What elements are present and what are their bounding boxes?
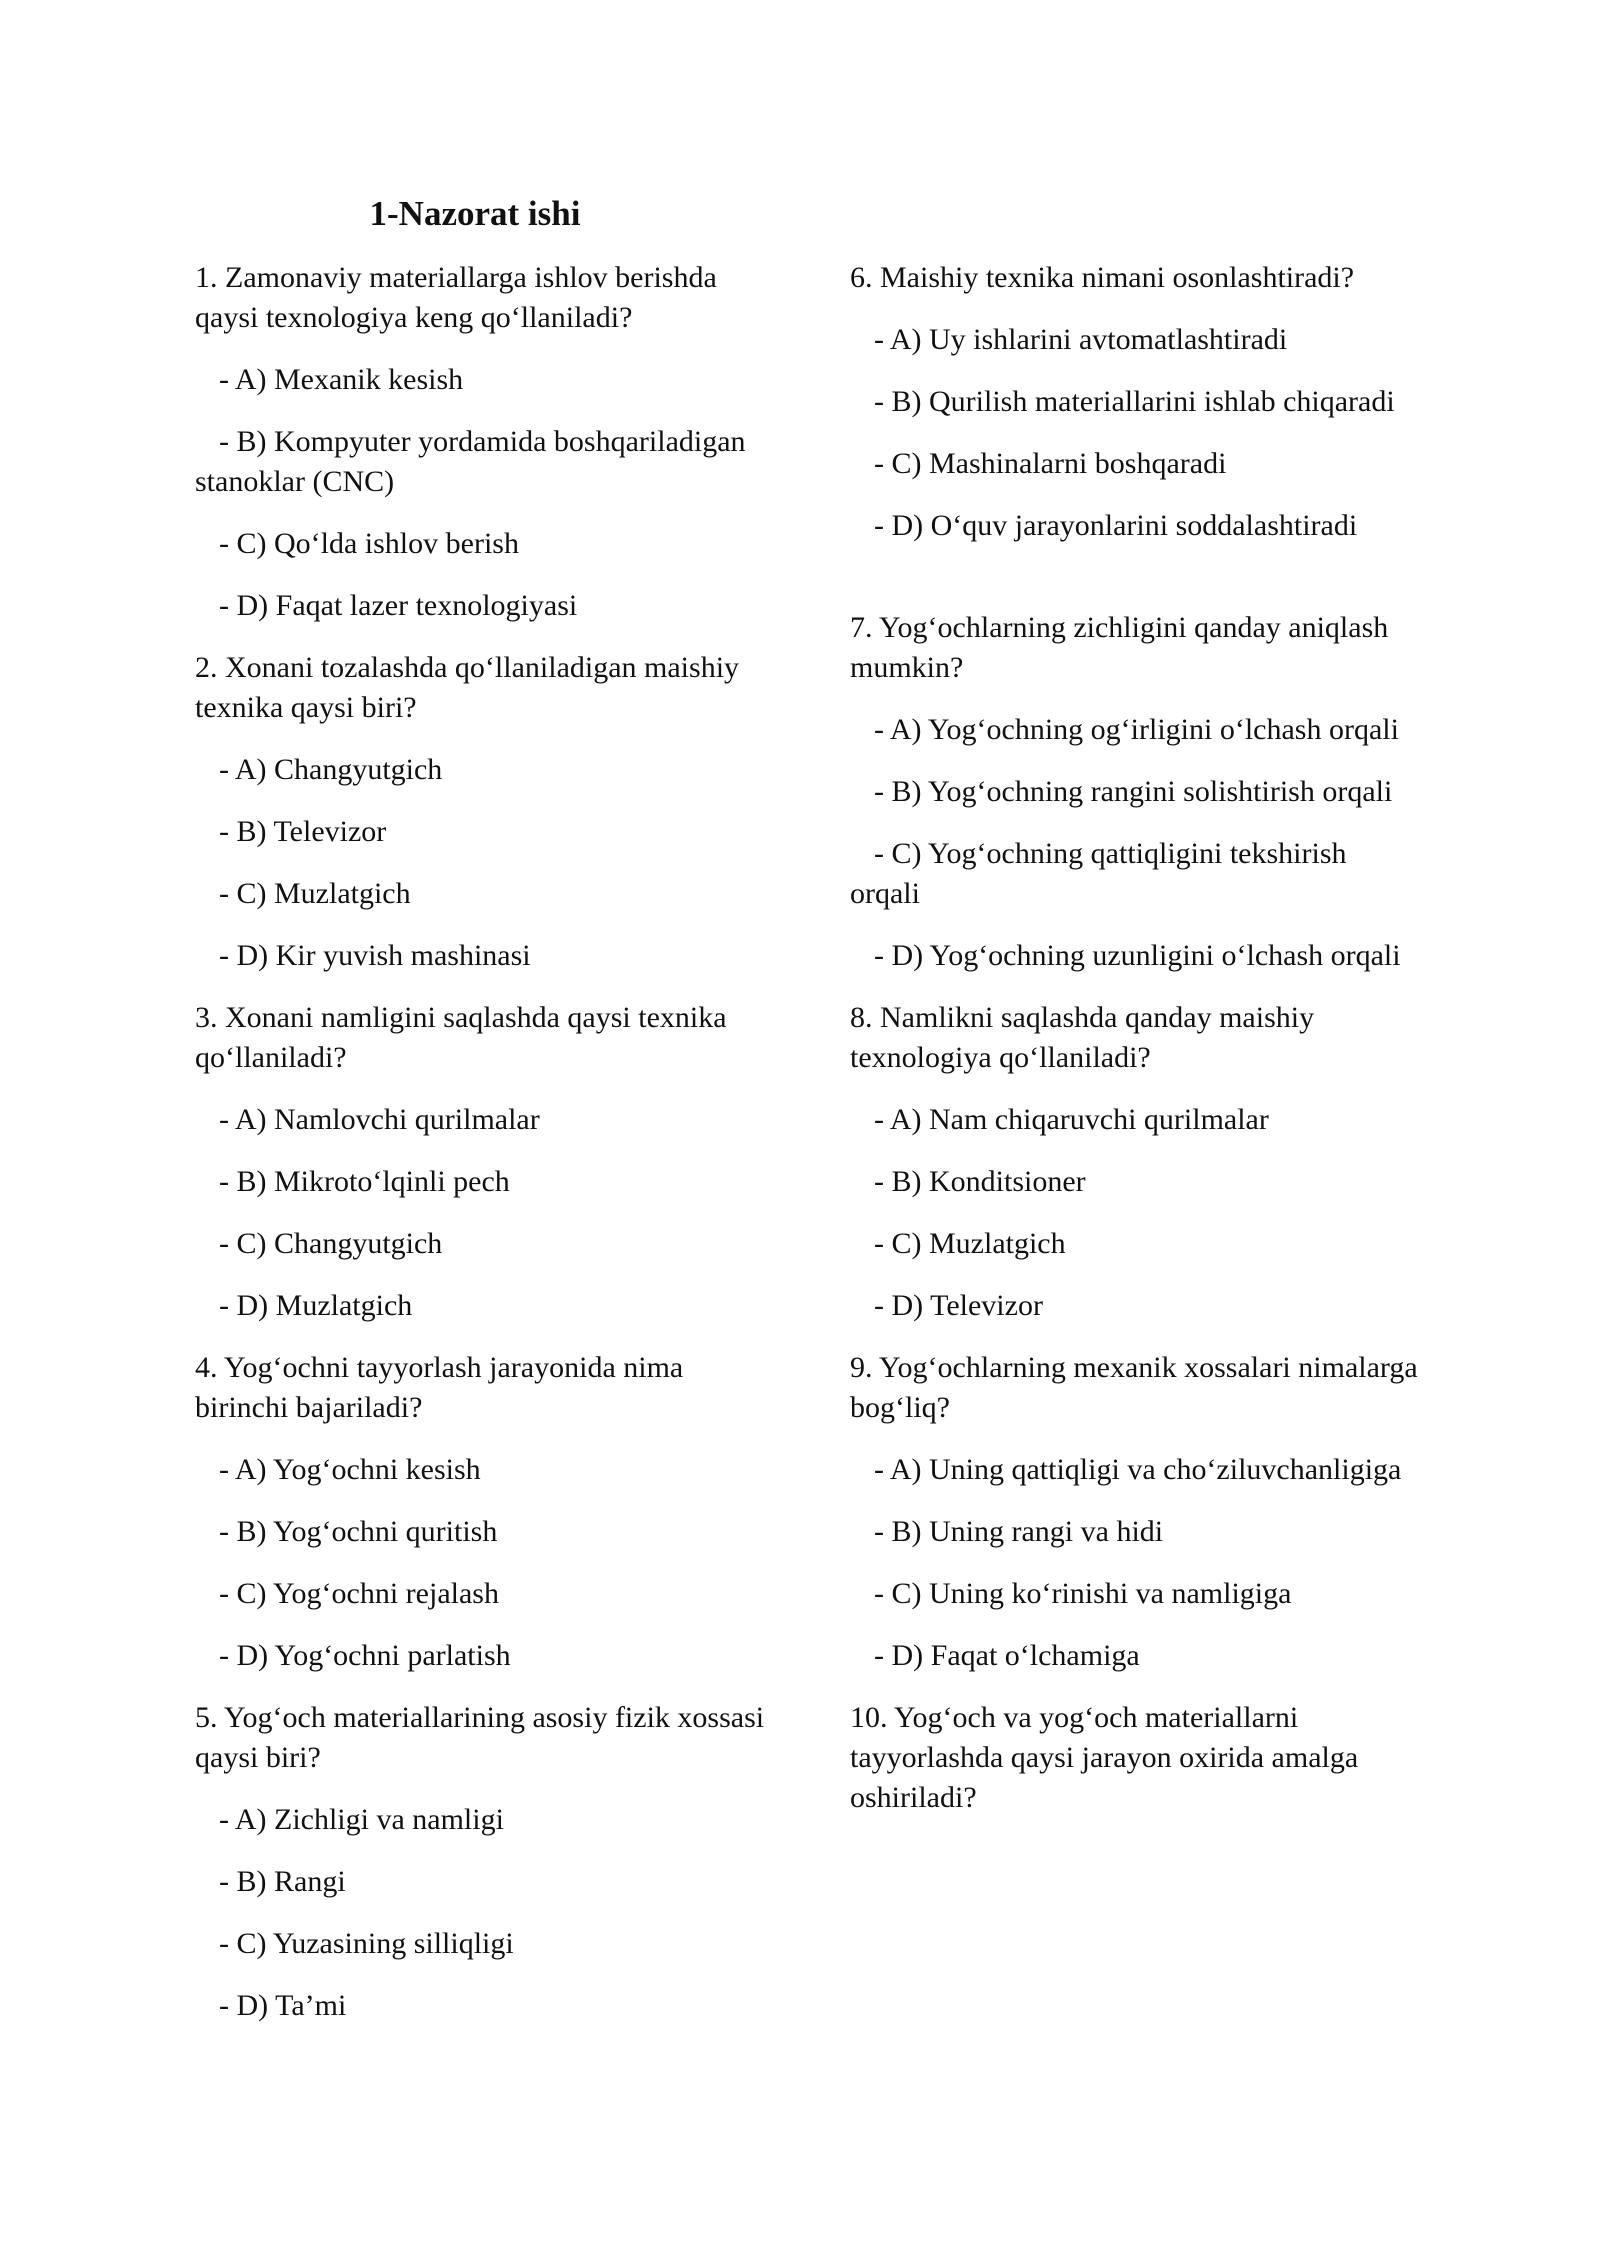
left-column: [195, 258, 765, 2048]
question-text: 1. Zamonaviy materiallarga ishlov berishda qaysi texnologiya keng qo‘llaniladi?: [195, 261, 717, 334]
option-c: - C) Yuzasining silliqligi: [219, 1927, 514, 1960]
option-a: - A) Mexanik kesish: [219, 363, 464, 396]
option-d: - D) Faqat o‘lchamiga: [874, 1639, 1140, 1672]
option-a: - A) Uning qattiqligi va cho‘ziluvchanligiga: [874, 1453, 1402, 1486]
option-a: - A) Yog‘ochni kesish: [219, 1453, 481, 1486]
option-a: - A) Namlovchi qurilmalar: [219, 1103, 540, 1136]
option-b: - B) Mikroto‘lqinli pech: [219, 1165, 510, 1198]
option-b: - B) Televizor: [219, 815, 387, 848]
option-a: - A) Yog‘ochning og‘irligini o‘lchash orqali: [874, 713, 1399, 746]
option-a: - A) Nam chiqaruvchi qurilmalar: [874, 1103, 1269, 1136]
question-text: 8. Namlikni saqlashda qanday maishiy texnologiya qo‘llaniladi?: [850, 1001, 1315, 1074]
option-d: - D) Faqat lazer texnologiyasi: [219, 589, 578, 622]
option-c: - C) Muzlatgich: [874, 1227, 1066, 1260]
page-title: 1-Nazorat ishi: [369, 194, 581, 233]
option-b: - B) Kompyuter yordamida boshqariladigan stanoklar (CNC): [195, 425, 746, 498]
question-text: 2. Xonani tozalashda qo‘llaniladigan maishiy texnika qaysi biri?: [195, 651, 740, 724]
option-c: - C) Mashinalarni boshqaradi: [874, 447, 1227, 480]
option-b: - B) Yog‘ochni quritish: [219, 1515, 498, 1548]
question-6: [850, 258, 1420, 546]
question-text: 7. Yog‘ochlarning zichligini qanday aniqlash mumkin?: [850, 611, 1389, 684]
blank-line: [850, 568, 1420, 608]
question-3: [195, 998, 765, 1326]
option-a: - A) Changyutgich: [219, 753, 443, 786]
option-b: - B) Rangi: [219, 1865, 346, 1898]
question-5: [195, 1698, 765, 2026]
option-d: - D) Yog‘ochning uzunligini o‘lchash orqali: [874, 939, 1401, 972]
option-d: - D) Ta’mi: [219, 1989, 347, 2022]
question-text: 5. Yog‘och materiallarining asosiy fizik xossasi qaysi biri?: [195, 1701, 765, 1774]
question-text: 6. Maishiy texnika nimani osonlashtiradi?: [850, 261, 1355, 294]
option-c: - C) Yog‘ochning qattiqligini tekshirish orqali: [850, 837, 1347, 910]
question-4: [195, 1348, 765, 1676]
question-10: [850, 1698, 1420, 1818]
right-column: [850, 258, 1420, 1840]
option-c: - C) Uning ko‘rinishi va namligiga: [874, 1577, 1292, 1610]
option-d: - D) Yog‘ochni parlatish: [219, 1639, 511, 1672]
option-c: - C) Muzlatgich: [219, 877, 411, 910]
question-text: 3. Xonani namligini saqlashda qaysi texnika qo‘llaniladi?: [195, 1001, 727, 1074]
option-b: - B) Konditsioner: [874, 1165, 1086, 1198]
question-9: [850, 1348, 1420, 1676]
option-c: - C) Yog‘ochni rejalash: [219, 1577, 499, 1610]
question-text: 9. Yog‘ochlarning mexanik xossalari nimalarga bog‘liq?: [850, 1351, 1418, 1424]
question-text: 4. Yog‘ochni tayyorlash jarayonida nima birinchi bajariladi?: [195, 1351, 684, 1424]
option-b: - B) Yog‘ochning rangini solishtirish orqali: [874, 775, 1393, 808]
option-d: - D) Muzlatgich: [219, 1289, 413, 1322]
option-a: - A) Zichligi va namligi: [219, 1803, 504, 1836]
option-a: - A) Uy ishlarini avtomatlashtiradi: [874, 323, 1288, 356]
option-d: - D) O‘quv jarayonlarini soddalashtiradi: [874, 509, 1358, 542]
option-c: - C) Changyutgich: [219, 1227, 443, 1260]
option-b: - B) Qurilish materiallarini ishlab chiqaradi: [874, 385, 1395, 418]
question-1: [195, 258, 765, 626]
question-2: [195, 648, 765, 976]
option-b: - B) Uning rangi va hidi: [874, 1515, 1164, 1548]
question-8: [850, 998, 1420, 1326]
question-7: [850, 608, 1420, 976]
question-text: 10. Yog‘och va yog‘och materiallarni tayyorlashda qaysi jarayon oxirida amalga oshiriladi?: [850, 1701, 1359, 1814]
option-d: - D) Kir yuvish mashinasi: [219, 939, 531, 972]
option-c: - C) Qo‘lda ishlov berish: [219, 527, 519, 560]
option-d: - D) Televizor: [874, 1289, 1043, 1322]
